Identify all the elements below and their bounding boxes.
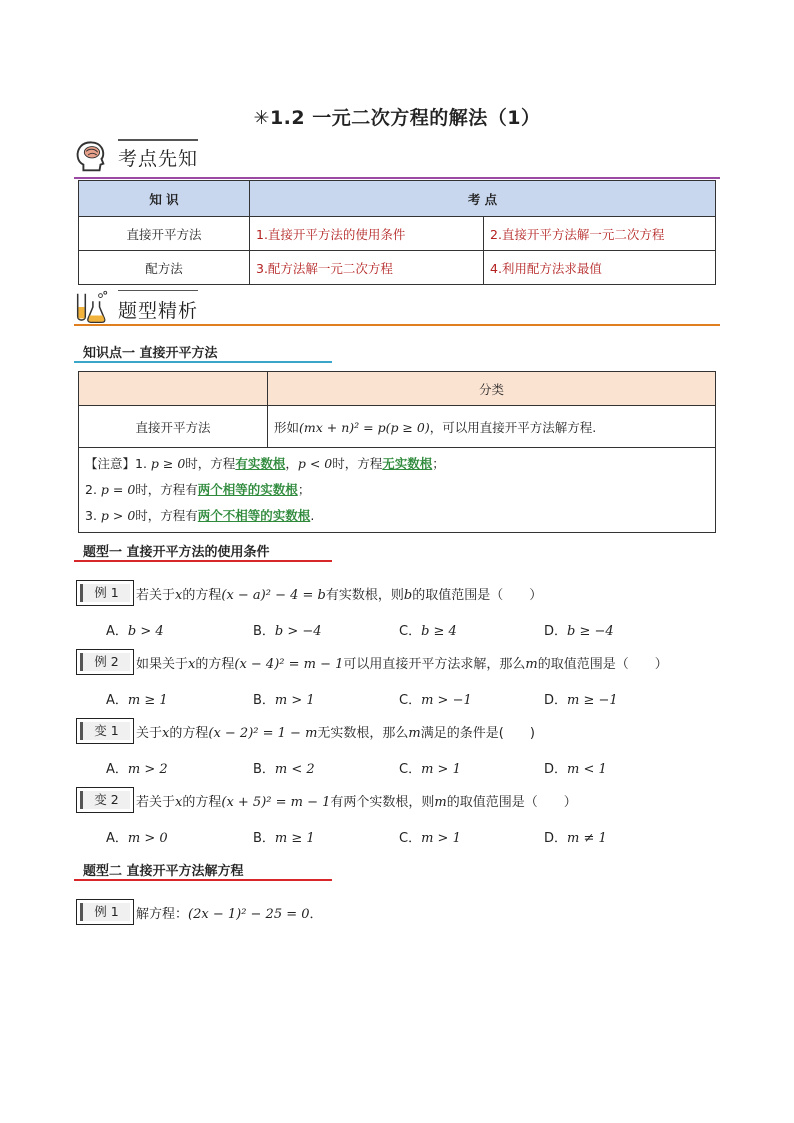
q-var2: m (525, 657, 538, 672)
opt-value: b > 4 (127, 624, 164, 639)
q-pre: 如果关于 (136, 657, 189, 672)
option-b (253, 758, 315, 777)
option-a (106, 827, 168, 846)
q-mid: 的方程 (195, 657, 235, 672)
opt-value: b ≥ 4 (421, 624, 457, 639)
q-end: 的取值范围是（ ） (412, 588, 543, 603)
kaodian-section-header (72, 138, 722, 178)
kaodian-table (78, 180, 716, 285)
opt-value: m ≥ 1 (274, 831, 315, 846)
kaodian-label: 考点先知 (118, 148, 199, 170)
opt-value: m > 1 (274, 693, 315, 708)
tx1-underline (74, 560, 332, 562)
opt-value: m > 1 (421, 762, 461, 777)
question-text (136, 722, 535, 741)
q-equation: (x − 4)² = m − 1 (234, 657, 344, 672)
q-var2: b (403, 588, 413, 603)
opt-letter: B． (253, 831, 275, 846)
question-text (136, 584, 542, 603)
note1-sep: ， (285, 456, 298, 471)
page-title: ✳1.2 一元二次方程的解法（1） (253, 107, 541, 129)
opt-value: m < 1 (567, 762, 607, 777)
opt-value: m ≠ 1 (567, 831, 607, 846)
q-end: 的取值范围是（ ） (446, 795, 577, 810)
q-tag: 例 1 (80, 584, 130, 602)
q-tag-box (76, 580, 134, 606)
zsd1-row-label: 直接开平方法 (79, 406, 268, 448)
note3-cond: p > 0 (100, 508, 136, 523)
question-text (136, 903, 323, 922)
kd-row2-point-b: 4.利用配方法求最值 (484, 251, 716, 285)
option-d (544, 689, 618, 708)
tx2-heading: 题型二 直接开平方法解方程 (83, 864, 244, 879)
note1-num: 1. (135, 456, 151, 471)
note2-cond: p = 0 (100, 482, 136, 497)
opt-letter: A． (106, 693, 128, 708)
opt-letter: D． (544, 624, 568, 639)
option-b (253, 620, 322, 639)
zsd1-row-formula: (mx + n)² = p(p ≥ 0) (299, 419, 430, 435)
option-c (399, 827, 461, 846)
note1-end: ； (432, 456, 445, 471)
note-tag: 【注意】 (85, 456, 136, 471)
q-equation: (x − a)² − 4 = b (221, 588, 326, 603)
kd-head-points: 考 点 (250, 181, 716, 217)
q-var: x (175, 588, 183, 603)
zsd1-row-content (268, 406, 716, 448)
note1-text2: 时，方程 (332, 456, 383, 471)
q-pre: 若关于 (136, 588, 176, 603)
option-b (253, 689, 315, 708)
kd-head-knowledge: 知 识 (79, 181, 250, 217)
opt-letter: D． (544, 831, 568, 846)
note2-text: 时，方程有 (135, 482, 198, 497)
option-d (544, 620, 614, 639)
opt-value: m > −1 (421, 693, 472, 708)
opt-letter: C． (399, 831, 422, 846)
opt-letter: A． (106, 831, 128, 846)
opt-value: m ≥ −1 (567, 693, 618, 708)
option-a (106, 758, 168, 777)
q-tag: 例 2 (80, 653, 130, 671)
kd-row1-point-b: 2.直接开平方法解一元二次方程 (484, 217, 716, 251)
q-pre: 关于 (136, 726, 163, 741)
note3-key: 两个不相等的实数根 (197, 508, 311, 523)
tixing-label: 题型精析 (118, 300, 199, 322)
zsd1-note-line3 (85, 503, 709, 529)
option-c (399, 620, 457, 639)
question-text (136, 653, 668, 672)
q-post: 可以用直接开平方法求解，那么 (343, 657, 526, 672)
q-var: x (188, 657, 196, 672)
kd-row2-point-a: 3.配方法解一元二次方程 (250, 251, 484, 285)
opt-value: m ≥ 1 (127, 693, 168, 708)
zsd1-heading: 知识点一 直接开平方法 (83, 346, 218, 361)
kaodian-rule (74, 177, 720, 179)
q-mid: 的方程 (182, 795, 222, 810)
note3-num: 3. (85, 508, 101, 523)
zsd1-note-line1 (85, 451, 709, 477)
opt-letter: A． (106, 624, 128, 639)
opt-letter: B． (253, 624, 275, 639)
q-tag: 例 1 (80, 903, 130, 921)
note3-text: 时，方程有 (135, 508, 198, 523)
option-c (399, 689, 472, 708)
q-post: 有两个实数根，则 (330, 795, 435, 810)
q-tag-box (76, 899, 134, 925)
note1-key: 有实数根 (235, 456, 286, 471)
opt-value: m > 1 (421, 831, 461, 846)
kd-row2-knowledge: 配方法 (79, 251, 250, 285)
opt-letter: B． (253, 693, 275, 708)
opt-letter: B． (253, 762, 275, 777)
q-equation: (2x − 1)² − 25 = 0 (188, 907, 310, 922)
option-b (253, 827, 315, 846)
q-post: 无实数根，那么 (317, 726, 409, 741)
q-equation: (x − 2)² = 1 − m (208, 726, 318, 741)
q-post: ． (309, 907, 323, 922)
note1-text: 时，方程 (185, 456, 236, 471)
zsd1-col-head: 分类 (268, 372, 716, 406)
kd-row1-point-a: 1.直接开平方法的使用条件 (250, 217, 484, 251)
option-d (544, 758, 607, 777)
opt-value: m > 2 (127, 762, 168, 777)
zsd1-row-pre: 形如 (274, 419, 300, 435)
q-tag: 变 1 (80, 722, 130, 740)
q-mid: 的方程 (182, 588, 222, 603)
option-c (399, 758, 461, 777)
q-tag-box (76, 649, 134, 675)
tixing-rule (74, 324, 720, 326)
zsd1-table (78, 371, 716, 533)
tixing-section-header (72, 288, 722, 328)
brain-head-icon (72, 138, 110, 176)
opt-letter: A． (106, 762, 128, 777)
kd-row1-knowledge: 直接开平方法 (79, 217, 250, 251)
opt-value: m < 2 (274, 762, 315, 777)
opt-value: b ≥ −4 (567, 624, 614, 639)
question-text (136, 791, 577, 810)
q-mid: 的方程 (169, 726, 209, 741)
note2-end: ； (297, 482, 311, 497)
note3-end: . (310, 508, 315, 523)
opt-value: b > −4 (274, 624, 322, 639)
q-var: x (175, 795, 183, 810)
q-pre: 解方程： (136, 907, 189, 922)
zsd1-blank-head (79, 372, 268, 406)
q-end: 满足的条件是( ) (420, 726, 535, 741)
q-tag-box (76, 787, 134, 813)
note2-num: 2. (85, 482, 101, 497)
note2-key: 两个相等的实数根 (197, 482, 298, 497)
q-pre: 若关于 (136, 795, 176, 810)
q-equation: (x + 5)² = m − 1 (221, 795, 331, 810)
note1-cond: p ≥ 0 (150, 456, 186, 471)
opt-letter: C． (399, 693, 422, 708)
opt-value: m > 0 (127, 831, 168, 846)
q-var2: m (408, 726, 421, 741)
option-a (106, 689, 168, 708)
flask-icon (72, 288, 110, 326)
zsd1-note (79, 448, 716, 533)
q-var2: m (434, 795, 447, 810)
zsd1-underline (74, 361, 332, 363)
opt-letter: D． (544, 762, 568, 777)
opt-letter: C． (399, 624, 422, 639)
zsd1-row-post: ，可以用直接开平方法解方程. (429, 419, 597, 435)
q-post: 有实数根，则 (325, 588, 404, 603)
q-tag-box (76, 718, 134, 744)
tx2-underline (74, 879, 332, 881)
q-tag: 变 2 (80, 791, 130, 809)
q-var: x (162, 726, 170, 741)
option-d (544, 827, 607, 846)
tixing-top-rule (118, 290, 198, 291)
q-end: 的取值范围是（ ） (537, 657, 668, 672)
opt-letter: C． (399, 762, 422, 777)
tx1-heading: 题型一 直接开平方法的使用条件 (83, 545, 270, 560)
opt-letter: D． (544, 693, 568, 708)
note1-cond2: p < 0 (297, 456, 333, 471)
zsd1-note-line2 (85, 477, 709, 503)
option-a (106, 620, 164, 639)
note1-key2: 无实数根 (382, 456, 433, 471)
